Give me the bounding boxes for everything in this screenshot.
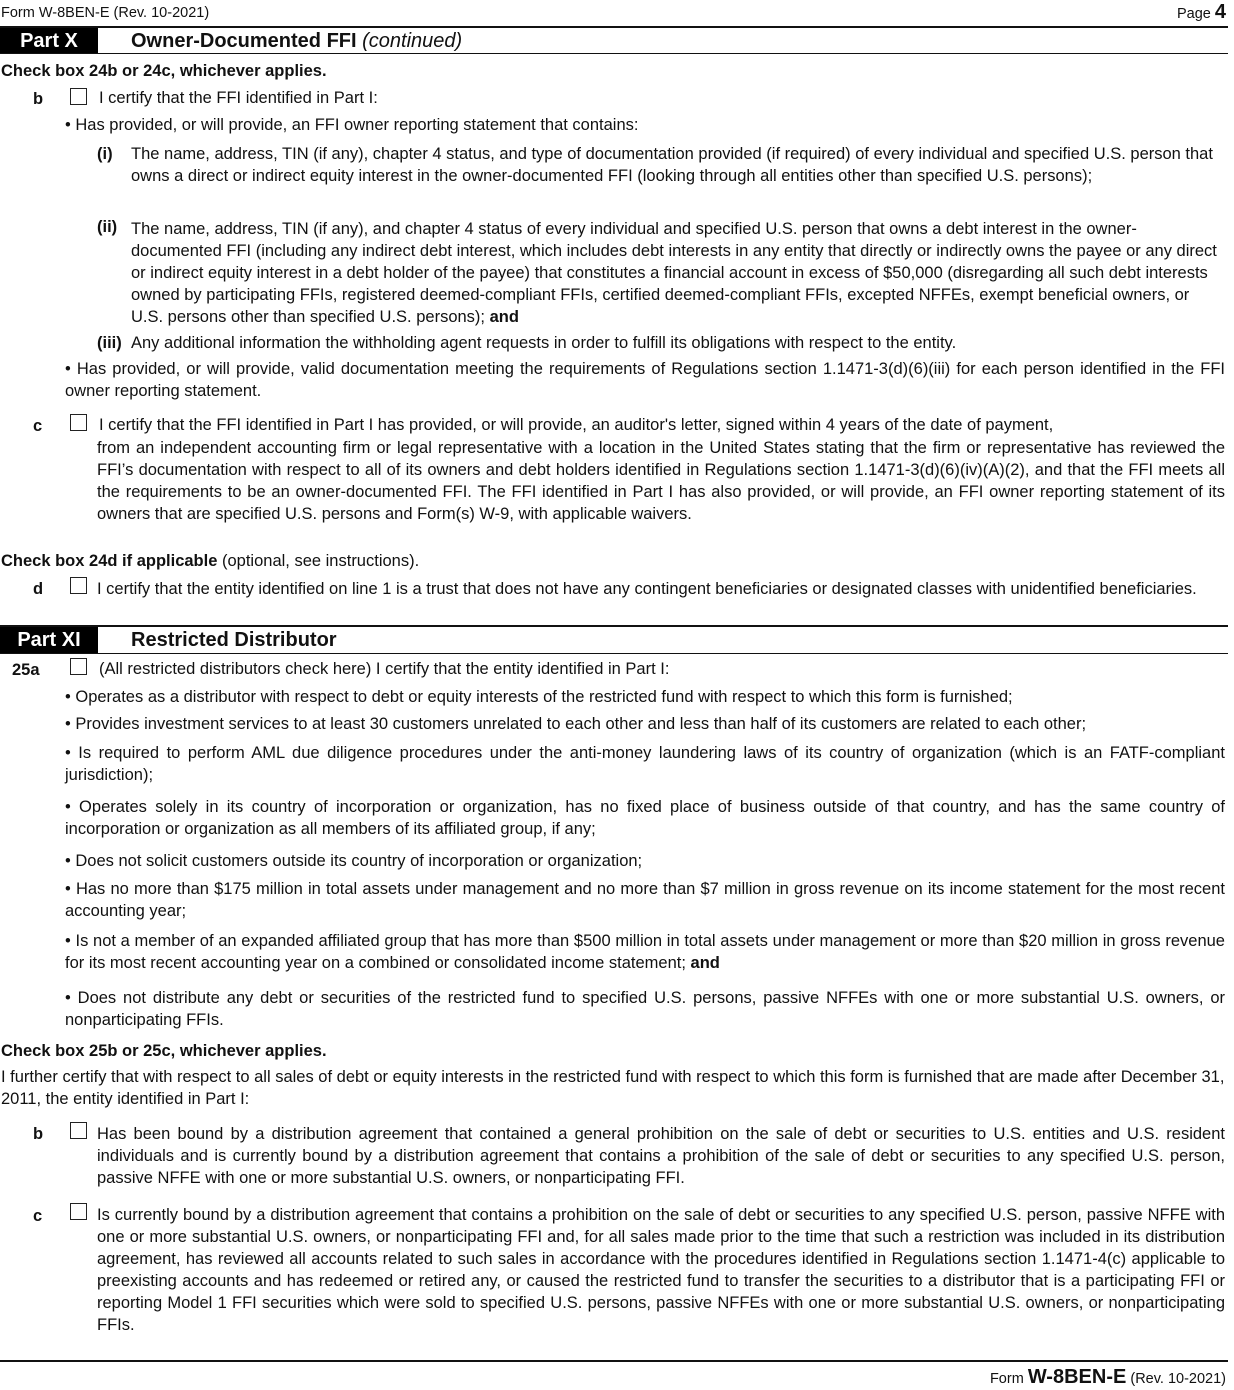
line-24d-label: d	[33, 580, 44, 598]
line-24c-text-first: I certify that the FFI identified in Part I has provided, or will provide, an auditor's letter, signed within 4 years of the date of payment,	[99, 416, 1054, 434]
line-24b-iii-label: (iii)	[97, 334, 122, 352]
part-xi-badge: Part XI	[0, 627, 98, 653]
line-25c-text: Is currently bound by a distribution agreement that contains a prohibition on the sale of debt or securities to any specified U.S. person, passive NFFE with one or more substantial U.S. owners, or nonparticipating FFI and, for all sales made prior to the time that such a restriction was included in its distribution agreement, has reviewed all accounts related to such sales in accordance with the procedures identified in Regulations section 1.1471-4(c) applicable to preexisting accounts and has redeemed or retired any, or caused the restricted fund to transfer the securities to a distributor that is a participating FFI or reporting Model 1 FFI securities which were sold to specified U.S. persons, passive NFFEs with one or more substantial U.S. owners, or nonparticipating FFIs.	[97, 1206, 1225, 1334]
part-xi-rule	[0, 653, 1228, 654]
footer-rule	[0, 1360, 1228, 1362]
line-24b-i-text: The name, address, TIN (if any), chapter 4 status, and type of documentation provided (if required) of every individual and specified U.S. person that owns a direct or indirect equity interest in the owner-documented FFI (looking through all entities other than specified U.S. persons);	[131, 145, 1213, 185]
line-25a-bullet-6: • Has no more than $175 million in total assets under management and no more than $7 million in gross revenue on its income statement for the most recent accounting year;	[65, 880, 1225, 920]
line-24b-label: b	[33, 90, 44, 108]
line-24c-label: c	[33, 417, 43, 435]
line-25a-label: 25a	[12, 661, 40, 679]
line-24b-ii-label: (ii)	[97, 218, 118, 236]
further-certify-text: I further certify that with respect to all sales of debt or equity interests in the restricted fund with respect to which this form is furnished that are made after December 31, 2011, the entity identified in Part I:	[1, 1068, 1225, 1108]
line-25a-bullet-7: • Is not a member of an expanded affiliated group that has more than $500 million in total assets under management or more than $20 million in gross revenue for its most recent accounting year on a combined or consolidated income statement; and	[65, 932, 1225, 972]
part-x-rule	[0, 53, 1228, 54]
line-25a-bullet-2: • Provides investment services to at least 30 customers unrelated to each other and less than half of its customers are related to each other;	[65, 715, 1087, 733]
line-24d-text: I certify that the entity identified on line 1 is a trust that does not have any contingent beneficiaries or designated classes with unidentified beneficiaries.	[97, 580, 1197, 598]
checkbox-24c[interactable]	[70, 414, 87, 431]
form-header-label: Form W-8BEN-E (Rev. 10-2021)	[1, 5, 210, 21]
line-25a-bullet-8: • Does not distribute any debt or securities of the restricted fund to specified U.S. persons, passive NFFEs with one or more substantial U.S. owners, or nonparticipating FFIs.	[65, 989, 1225, 1029]
instruction-24d: Check box 24d if applicable (optional, see instructions).	[1, 552, 420, 570]
line-24b-certify: I certify that the FFI identified in Part I:	[99, 89, 378, 107]
line-25a-bullet-3: • Is required to perform AML due diligence procedures under the anti-money laundering laws of its country of organization (which is an FATF-compliant jurisdiction);	[65, 744, 1225, 784]
line-25c-label: c	[33, 1207, 43, 1225]
checkbox-25b[interactable]	[70, 1122, 87, 1139]
line-24b-ii-text: The name, address, TIN (if any), and chapter 4 status of every individual and specified U.S. person that owns a debt interest in the owner-documented FFI (including any indirect debt interest, which includes debt interests in any entity that directly or indirectly owns the payee or any direct or indirect equity interest in a debt holder of the payee) that constitutes a financial account in excess of $50,000 (disregarding all such debt interests owned by participating FFIs, registered deemed-compliant FFIs, certified deemed-compliant FFIs, excepted NFFEs, exempt beneficial owners, or U.S. persons other than specified U.S. persons); and	[131, 220, 1217, 326]
line-24b-bullet-2: • Has provided, or will provide, valid documentation meeting the requirements of Regulations section 1.1471-3(d)(6)(iii) for each person identified in the FFI owner reporting statement.	[65, 360, 1225, 400]
instruction-25bc: Check box 25b or 25c, whichever applies.	[1, 1042, 327, 1060]
instruction-24bc: Check box 24b or 24c, whichever applies.	[1, 62, 327, 80]
page-number: Page 4	[1176, 1, 1226, 23]
part-x-badge: Part X	[0, 28, 98, 54]
line-25b-text: Has been bound by a distribution agreement that contained a general prohibition on the sale of debt or securities to U.S. entities and U.S. resident individuals and is currently bound by a distribution agreement that contains a prohibition of the sale of debt or securities to any specified U.S. person, passive NFFE with one or more substantial U.S. owners, or nonparticipating FFI.	[97, 1125, 1225, 1187]
footer-form-label: Form W-8BEN-E (Rev. 10-2021)	[989, 1366, 1226, 1388]
checkbox-25c[interactable]	[70, 1203, 87, 1220]
line-25a-certify: (All restricted distributors check here) I certify that the entity identified in Part I:	[99, 660, 670, 678]
checkbox-24b[interactable]	[70, 88, 87, 105]
checkbox-25a[interactable]	[70, 658, 87, 675]
line-25a-bullet-1: • Operates as a distributor with respect to debt or equity interests of the restricted fund with respect to which this form is furnished;	[65, 688, 1013, 706]
line-24b-iii-text: Any additional information the withholding agent requests in order to fulfill its obligations with respect to the entity.	[131, 334, 957, 352]
line-24b-bullet-1: • Has provided, or will provide, an FFI owner reporting statement that contains:	[65, 116, 639, 134]
part-x-title: Owner-Documented FFI (continued)	[131, 30, 463, 52]
line-25a-bullet-4: • Operates solely in its country of incorporation or organization, has no fixed place of business outside of that country, and has the same country of incorporation or organization as all members of its affiliated group, if any;	[65, 798, 1225, 838]
line-24c-text-rest: from an independent accounting firm or legal representative with a location in the United States stating that the firm or representative has reviewed the FFI’s documentation with respect to all of its owners and debt holders identified in Regulations section 1.1471-3(d)(6)(iv)(A)(2), and that the FFI meets all the requirements to be an owner-documented FFI. The FFI identified in Part I has also provided, or will provide, an FFI owner reporting statement of its owners that are specified U.S. persons and Form(s) W-9, with applicable waivers.	[97, 439, 1225, 523]
part-xi-title: Restricted Distributor	[131, 629, 337, 651]
line-25a-bullet-5: • Does not solicit customers outside its country of incorporation or organization;	[65, 852, 643, 870]
line-25b-label: b	[33, 1125, 44, 1143]
checkbox-24d[interactable]	[70, 577, 87, 594]
line-24b-i-label: (i)	[97, 145, 113, 163]
